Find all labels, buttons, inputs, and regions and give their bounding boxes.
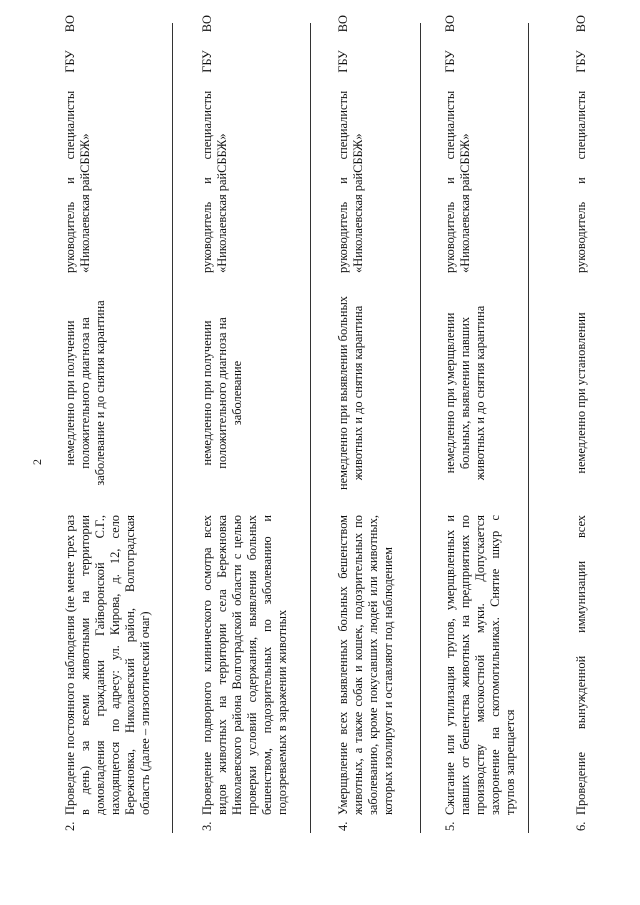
measure-timing: немедленно при получении положительного диагноза на заболевание bbox=[200, 317, 244, 469]
row-number: 4. bbox=[336, 821, 350, 831]
measure-timing: немедленно при получении положительного диагноза на заболевание и до снятия карантина bbox=[63, 300, 107, 486]
measure-description: Проведение вынужденной иммунизации всех bbox=[574, 515, 588, 815]
row-divider bbox=[420, 23, 421, 833]
row-divider bbox=[310, 23, 311, 833]
measure-responsible: руководитель и специалисты ГБУ ВО «Николаевская райСББЖ» bbox=[200, 15, 229, 273]
measure-responsible: руководитель и специалисты ГБУ ВО «Николаевская райСББЖ» bbox=[336, 15, 365, 273]
page-number: 2 bbox=[30, 459, 44, 465]
row-number: 2. bbox=[63, 821, 77, 831]
measure-description: Проведение подворного клинического осмотра всех видов животных на территории села Бережновка Николаевского района Волгоградской области с целью проверки условий содержания, выявления больных бешенством, подозрительных по заболеванию и подозреваемых в заражении животных bbox=[200, 515, 289, 815]
measure-responsible: руководитель и специалисты ГБУ ВО «Николаевская райСББЖ» bbox=[63, 15, 92, 273]
measure-description: Умерщвление всех выявленных больных бешенством животных, а также собак и кошек, подозрительных по заболеванию, кроме покусавших людей или животных, которых изолируют и оставляют под наблюдением bbox=[336, 515, 395, 815]
measure-responsible: руководитель и специалисты ГБУ ВО «Николаевская райСББЖ» bbox=[443, 15, 472, 273]
measure-timing: немедленно при установлении bbox=[574, 312, 588, 474]
measure-description: Проведение постоянного наблюдения (не менее трех раз в день) за всеми животными на территории домовладения гражданки Гайворонской С.Г., находящегося по адресу: ул. Кирова, д. 12, село Бережновка, Николаевский район, Волгоградская область (далее – эпизоотический очаг) bbox=[63, 515, 152, 815]
row-number: 6. bbox=[574, 821, 588, 831]
row-number: 3. bbox=[200, 821, 214, 831]
measure-description: Сжигание или утилизация трупов, умерщвленных и павших от бешенства животных на предприятиях по производству мясокостной муки. Допускается захоронение на скотомогильниках. Снятие шкур с трупов запрещается bbox=[443, 515, 517, 815]
row-divider bbox=[528, 23, 529, 833]
measure-responsible: руководитель и специалисты ГБУ ВО bbox=[574, 15, 588, 273]
measure-timing: немедленно при выявлении больных животных и до снятия карантина bbox=[336, 296, 365, 490]
row-divider bbox=[172, 23, 173, 833]
row-number: 5. bbox=[443, 821, 457, 831]
measure-timing: немедленно при умерщвлении больных, выявлении павших животных и до снятия карантина bbox=[443, 305, 487, 481]
